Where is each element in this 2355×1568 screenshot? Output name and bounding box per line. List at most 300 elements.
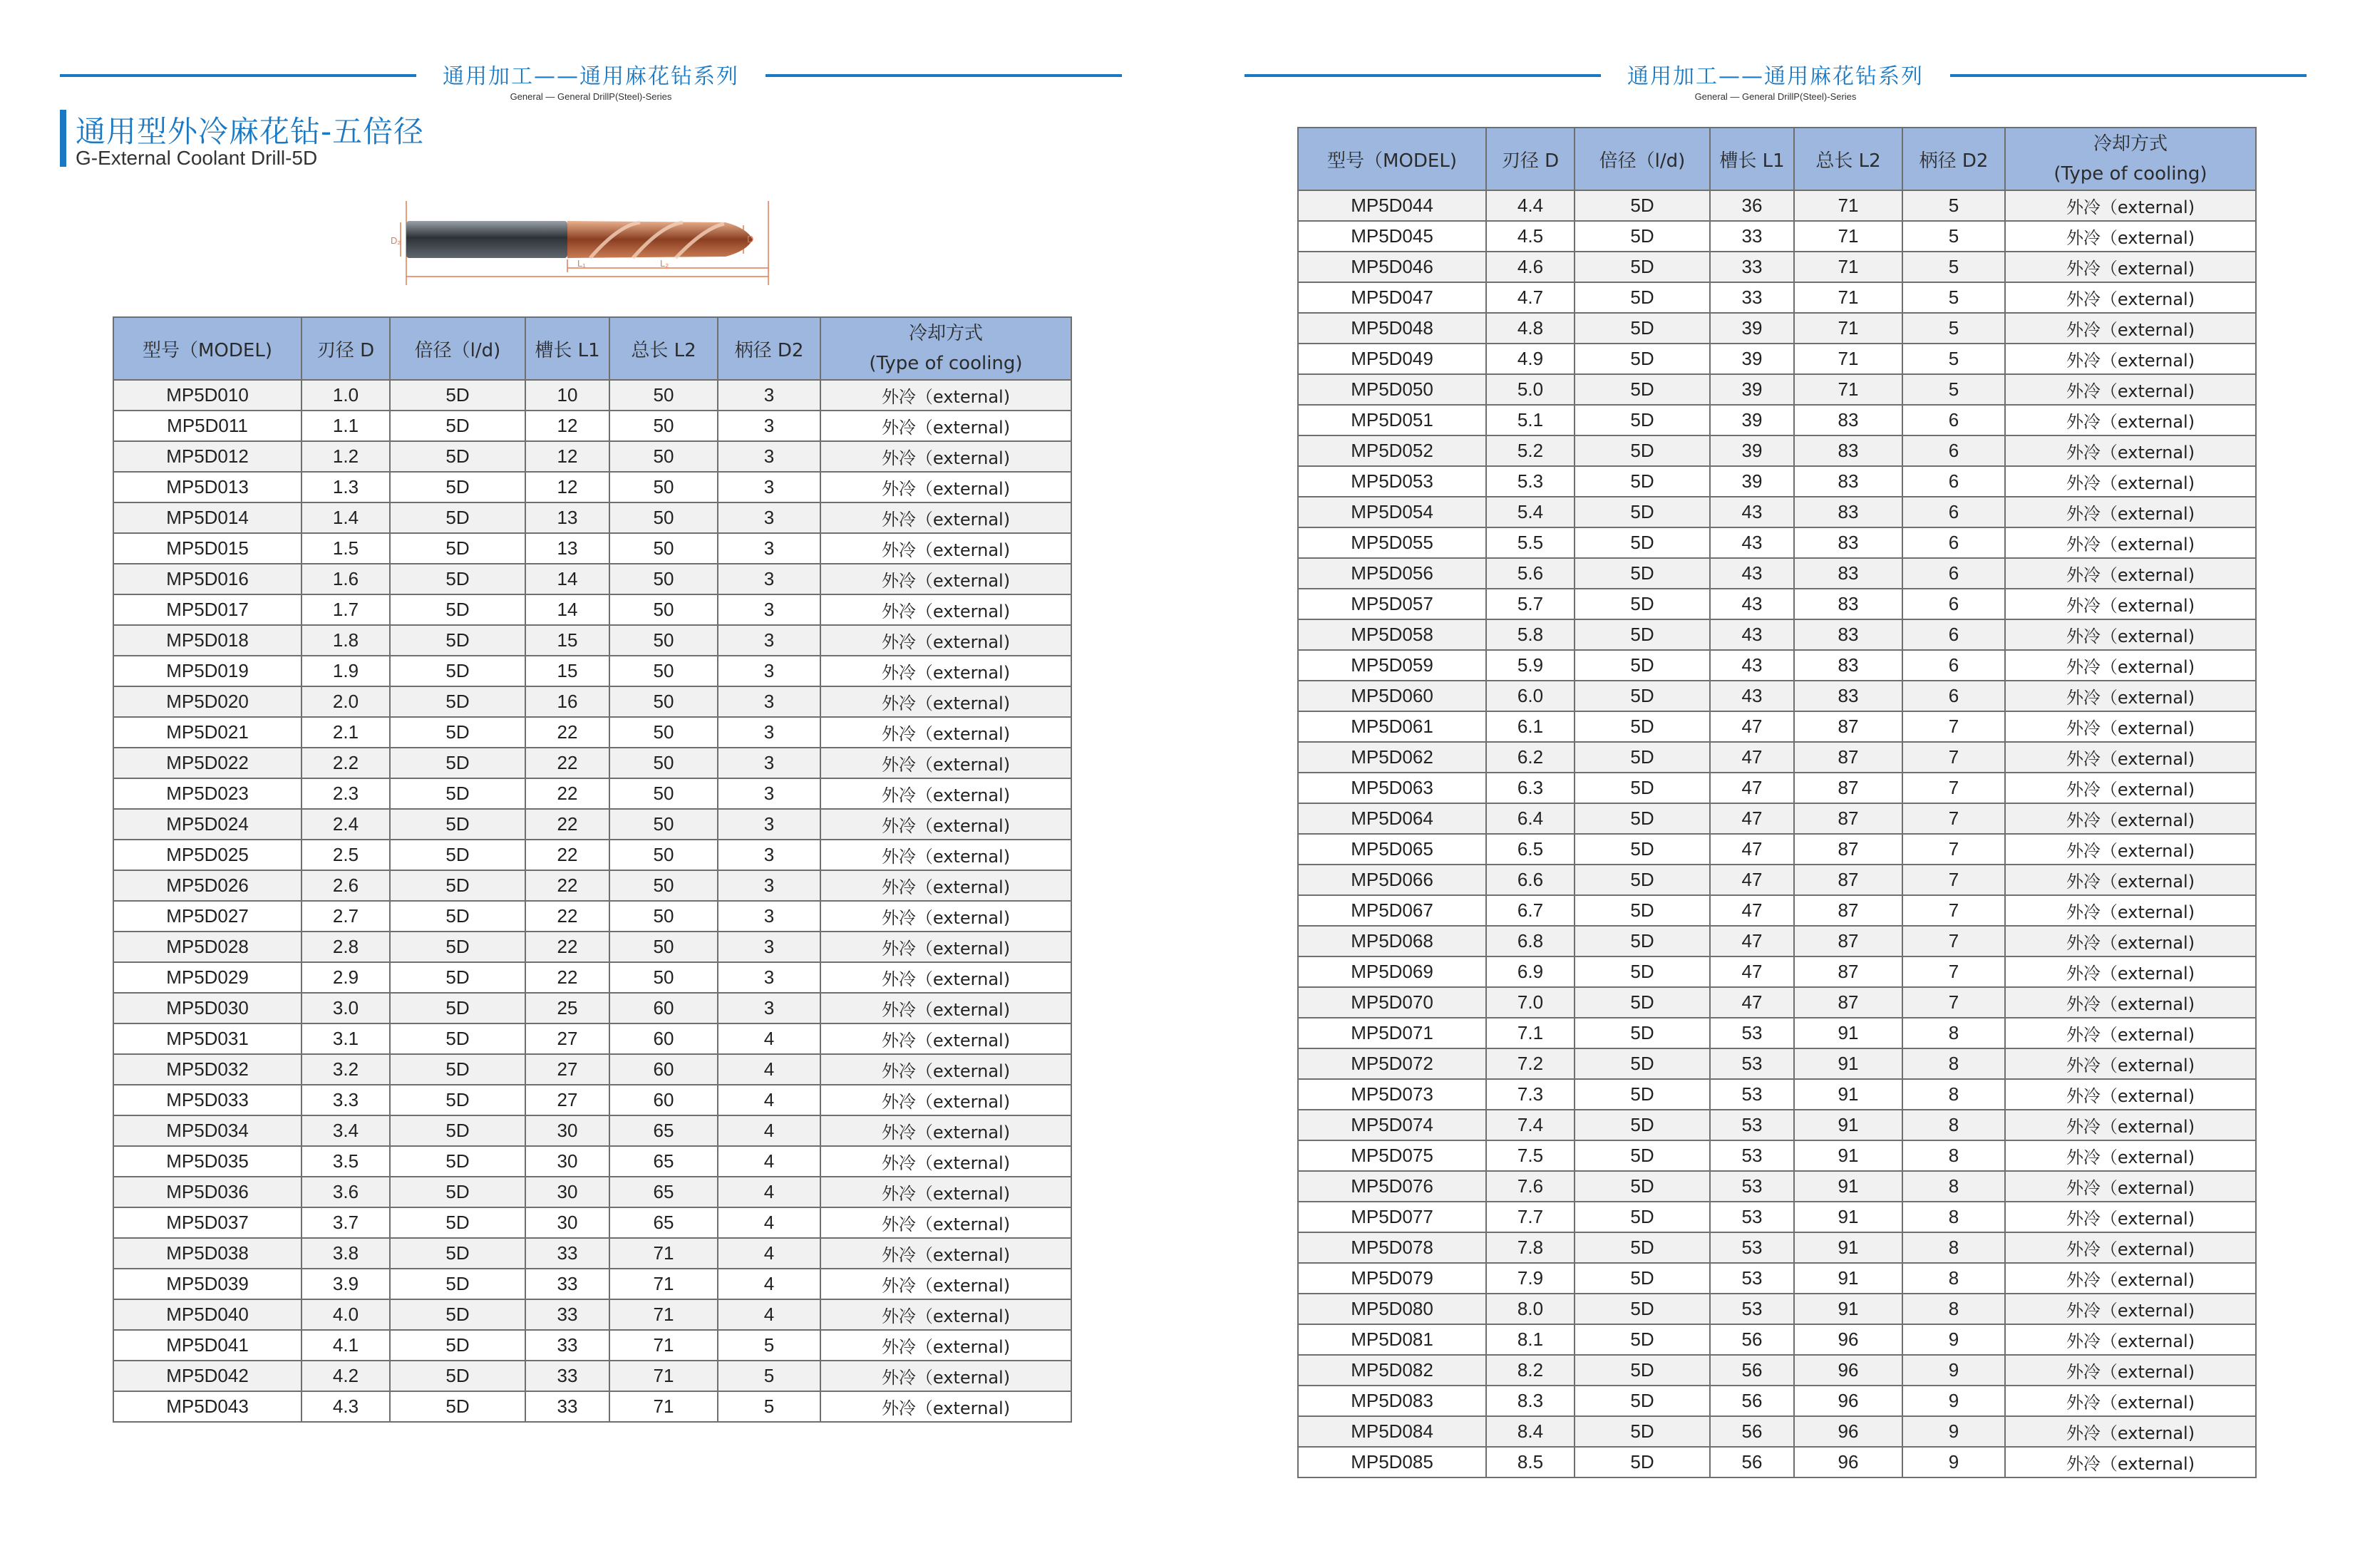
- table-row: [113, 380, 1071, 411]
- table-row: [113, 870, 1071, 901]
- table-row: [1298, 865, 2256, 895]
- col-header-d: 刃径 D: [1486, 128, 1575, 190]
- table-row: [1298, 681, 2256, 711]
- cell-model: MP5D011: [113, 411, 302, 441]
- cell-d2: 5: [1902, 252, 2005, 282]
- table-row: [113, 533, 1071, 564]
- table-row: [1298, 1324, 2256, 1355]
- cell-l2: 50: [609, 840, 718, 870]
- cell-l1: 27: [525, 1023, 609, 1054]
- cell-model: MP5D077: [1298, 1202, 1486, 1232]
- cell-l2: 87: [1794, 834, 1902, 865]
- table-row: [1298, 619, 2256, 650]
- cell-d: 5.4: [1486, 497, 1575, 527]
- cell-l2: 71: [609, 1391, 718, 1422]
- cell-l1: 39: [1710, 435, 1794, 466]
- cell-cooling: 外冷（external): [2005, 1018, 2256, 1048]
- cell-d2: 7: [1902, 803, 2005, 834]
- cell-d2: 9: [1902, 1355, 2005, 1386]
- cell-cooling: 外冷（external): [820, 1023, 1071, 1054]
- cell-ld: 5D: [390, 1085, 525, 1115]
- header-title-en: General — General DrillP(Steel)-Series: [510, 91, 672, 102]
- cell-cooling: 外冷（external): [2005, 405, 2256, 435]
- cell-d2: 4: [718, 1207, 820, 1238]
- col-header-l2: 总长 L2: [609, 317, 718, 380]
- cell-ld: 5D: [1575, 1140, 1710, 1171]
- svg-text:D: D: [747, 234, 754, 244]
- cell-d2: 6: [1902, 527, 2005, 558]
- cell-model: MP5D027: [113, 901, 302, 932]
- cell-l2: 71: [1794, 282, 1902, 313]
- cell-ld: 5D: [390, 1177, 525, 1207]
- cell-d2: 8: [1902, 1232, 2005, 1263]
- drill-illustration: [391, 197, 775, 289]
- table-row: [1298, 1140, 2256, 1171]
- cell-d: 1.6: [302, 564, 390, 594]
- table-row: [113, 962, 1071, 993]
- cell-l2: 91: [1794, 1110, 1902, 1140]
- table-row: [113, 411, 1071, 441]
- cell-l1: 53: [1710, 1202, 1794, 1232]
- cell-d: 3.8: [302, 1238, 390, 1269]
- cell-ld: 5D: [1575, 619, 1710, 650]
- cell-ld: 5D: [390, 656, 525, 686]
- cell-l1: 53: [1710, 1110, 1794, 1140]
- cell-cooling: 外冷（external): [820, 411, 1071, 441]
- table-row: [113, 1146, 1071, 1177]
- cell-d: 2.5: [302, 840, 390, 870]
- cell-l1: 43: [1710, 619, 1794, 650]
- cell-l2: 91: [1794, 1263, 1902, 1294]
- cell-l2: 96: [1794, 1324, 1902, 1355]
- cell-l2: 87: [1794, 926, 1902, 956]
- cell-l1: 27: [525, 1054, 609, 1085]
- cell-d: 4.4: [1486, 190, 1575, 221]
- cell-cooling: 外冷（external): [2005, 834, 2256, 865]
- cell-l2: 87: [1794, 895, 1902, 926]
- cell-l1: 47: [1710, 865, 1794, 895]
- cell-l1: 39: [1710, 466, 1794, 497]
- svg-text:D₂: D₂: [391, 235, 401, 246]
- cell-ld: 5D: [1575, 987, 1710, 1018]
- cell-d: 6.1: [1486, 711, 1575, 742]
- cell-d2: 5: [1902, 313, 2005, 344]
- cell-l1: 47: [1710, 926, 1794, 956]
- table-row: [113, 1177, 1071, 1207]
- cell-l2: 83: [1794, 681, 1902, 711]
- cell-cooling: 外冷（external): [2005, 1202, 2256, 1232]
- cell-ld: 5D: [390, 594, 525, 625]
- table-row: [1298, 466, 2256, 497]
- cell-ld: 5D: [1575, 834, 1710, 865]
- cell-model: MP5D081: [1298, 1324, 1486, 1355]
- table-row: [113, 901, 1071, 932]
- cell-d2: 5: [718, 1391, 820, 1422]
- cell-l2: 91: [1794, 1048, 1902, 1079]
- cell-d: 7.8: [1486, 1232, 1575, 1263]
- cell-l1: 47: [1710, 742, 1794, 773]
- table-row: [1298, 374, 2256, 405]
- table-row: [1298, 589, 2256, 619]
- cell-l1: 39: [1710, 405, 1794, 435]
- cell-d: 6.7: [1486, 895, 1575, 926]
- col-header-cooling-zh: 冷却方式: [908, 323, 983, 344]
- cell-model: MP5D041: [113, 1330, 302, 1361]
- cell-l1: 56: [1710, 1447, 1794, 1477]
- cell-l2: 65: [609, 1115, 718, 1146]
- svg-text:L₁: L₁: [577, 258, 586, 269]
- cell-l1: 53: [1710, 1171, 1794, 1202]
- cell-cooling: 外冷（external): [2005, 1079, 2256, 1110]
- cell-l2: 71: [1794, 190, 1902, 221]
- table-row: [1298, 405, 2256, 435]
- table-row: [1298, 435, 2256, 466]
- cell-cooling: 外冷（external): [2005, 742, 2256, 773]
- cell-d: 6.5: [1486, 834, 1575, 865]
- table-row: [1298, 773, 2256, 803]
- cell-model: MP5D079: [1298, 1263, 1486, 1294]
- cell-l2: 83: [1794, 589, 1902, 619]
- cell-d2: 3: [718, 840, 820, 870]
- cell-ld: 5D: [390, 564, 525, 594]
- table-row: [1298, 1079, 2256, 1110]
- svg-text:L₂: L₂: [660, 258, 669, 269]
- cell-l1: 13: [525, 502, 609, 533]
- cell-cooling: 外冷（external): [820, 472, 1071, 502]
- cell-cooling: 外冷（external): [820, 993, 1071, 1023]
- cell-l1: 22: [525, 840, 609, 870]
- cell-d: 7.9: [1486, 1263, 1575, 1294]
- cell-ld: 5D: [1575, 865, 1710, 895]
- cell-cooling: 外冷（external): [820, 1115, 1071, 1146]
- cell-ld: 5D: [390, 809, 525, 840]
- table-row: [1298, 1416, 2256, 1447]
- cell-ld: 5D: [1575, 435, 1710, 466]
- cell-d2: 5: [718, 1361, 820, 1391]
- header-title-en: General — General DrillP(Steel)-Series: [1694, 91, 1857, 102]
- cell-model: MP5D064: [1298, 803, 1486, 834]
- table-row: [1298, 558, 2256, 589]
- cell-d2: 4: [718, 1054, 820, 1085]
- cell-d: 4.9: [1486, 344, 1575, 374]
- cell-l2: 91: [1794, 1232, 1902, 1263]
- cell-l1: 36: [1710, 190, 1794, 221]
- cell-l1: 33: [525, 1330, 609, 1361]
- table-row: [1298, 1110, 2256, 1140]
- cell-ld: 5D: [390, 748, 525, 778]
- cell-l1: 22: [525, 809, 609, 840]
- cell-model: MP5D070: [1298, 987, 1486, 1018]
- cell-l2: 96: [1794, 1355, 1902, 1386]
- table-row: [1298, 1202, 2256, 1232]
- cell-d2: 6: [1902, 558, 2005, 589]
- cell-cooling: 外冷（external): [2005, 374, 2256, 405]
- drill-shank: [406, 221, 567, 258]
- table-row: [113, 809, 1071, 840]
- col-header-ld: 倍径（l/d): [390, 317, 525, 380]
- cell-ld: 5D: [1575, 650, 1710, 681]
- cell-d: 4.2: [302, 1361, 390, 1391]
- cell-d2: 4: [718, 1146, 820, 1177]
- cell-d: 3.9: [302, 1269, 390, 1299]
- cell-cooling: 外冷（external): [2005, 1048, 2256, 1079]
- cell-d: 3.5: [302, 1146, 390, 1177]
- cell-l1: 22: [525, 932, 609, 962]
- cell-d2: 3: [718, 809, 820, 840]
- cell-model: MP5D029: [113, 962, 302, 993]
- cell-model: MP5D066: [1298, 865, 1486, 895]
- cell-d: 4.7: [1486, 282, 1575, 313]
- table-row: [1298, 742, 2256, 773]
- cell-cooling: 外冷（external): [2005, 1110, 2256, 1140]
- table-row: [113, 748, 1071, 778]
- cell-ld: 5D: [1575, 344, 1710, 374]
- table-row: [113, 472, 1071, 502]
- cell-l2: 65: [609, 1146, 718, 1177]
- cell-l2: 50: [609, 962, 718, 993]
- cell-d: 3.3: [302, 1085, 390, 1115]
- cell-l1: 43: [1710, 558, 1794, 589]
- col-header-model: 型号（MODEL): [1298, 128, 1486, 190]
- table-row: [1298, 190, 2256, 221]
- cell-d2: 6: [1902, 497, 2005, 527]
- cell-model: MP5D024: [113, 809, 302, 840]
- cell-d2: 8: [1902, 1018, 2005, 1048]
- table-row: [1298, 344, 2256, 374]
- cell-d2: 9: [1902, 1324, 2005, 1355]
- cell-l1: 39: [1710, 313, 1794, 344]
- cell-ld: 5D: [390, 962, 525, 993]
- cell-d2: 8: [1902, 1140, 2005, 1171]
- cell-d2: 8: [1902, 1202, 2005, 1232]
- col-header-l1: 槽长 L1: [1710, 128, 1794, 190]
- cell-model: MP5D010: [113, 380, 302, 411]
- cell-l2: 83: [1794, 619, 1902, 650]
- cell-d2: 3: [718, 932, 820, 962]
- cell-cooling: 外冷（external): [2005, 865, 2256, 895]
- cell-cooling: 外冷（external): [2005, 1140, 2256, 1171]
- cell-l1: 53: [1710, 1232, 1794, 1263]
- cell-cooling: 外冷（external): [2005, 497, 2256, 527]
- cell-l2: 96: [1794, 1447, 1902, 1477]
- table-row: [113, 1023, 1071, 1054]
- cell-ld: 5D: [390, 686, 525, 717]
- cell-cooling: 外冷（external): [2005, 711, 2256, 742]
- cell-d2: 4: [718, 1023, 820, 1054]
- cell-ld: 5D: [1575, 1386, 1710, 1416]
- cell-l1: 33: [1710, 252, 1794, 282]
- cell-model: MP5D061: [1298, 711, 1486, 742]
- cell-l1: 56: [1710, 1355, 1794, 1386]
- cell-l1: 43: [1710, 527, 1794, 558]
- cell-d2: 3: [718, 748, 820, 778]
- cell-d: 2.8: [302, 932, 390, 962]
- cell-l2: 87: [1794, 742, 1902, 773]
- table-row: [113, 717, 1071, 748]
- cell-d2: 4: [718, 1115, 820, 1146]
- cell-ld: 5D: [390, 1269, 525, 1299]
- cell-ld: 5D: [390, 870, 525, 901]
- cell-cooling: 外冷（external): [820, 717, 1071, 748]
- cell-cooling: 外冷（external): [2005, 681, 2256, 711]
- cell-cooling: 外冷（external): [2005, 221, 2256, 252]
- cell-cooling: 外冷（external): [820, 809, 1071, 840]
- table-row: [1298, 282, 2256, 313]
- cell-model: MP5D035: [113, 1146, 302, 1177]
- product-title-zh: 通用型外冷麻花钻-五倍径: [76, 114, 425, 149]
- table-row: [113, 993, 1071, 1023]
- cell-d: 8.0: [1486, 1294, 1575, 1324]
- cell-cooling: 外冷（external): [2005, 803, 2256, 834]
- cell-ld: 5D: [1575, 1018, 1710, 1048]
- cell-d2: 8: [1902, 1110, 2005, 1140]
- cell-cooling: 外冷（external): [820, 1361, 1071, 1391]
- cell-d: 7.4: [1486, 1110, 1575, 1140]
- cell-ld: 5D: [1575, 742, 1710, 773]
- cell-d: 2.0: [302, 686, 390, 717]
- cell-l1: 33: [1710, 282, 1794, 313]
- cell-cooling: 外冷（external): [820, 1054, 1071, 1085]
- table-row: [1298, 956, 2256, 987]
- col-header-d: 刃径 D: [302, 317, 390, 380]
- cell-cooling: 外冷（external): [820, 1146, 1071, 1177]
- cell-cooling: 外冷（external): [820, 840, 1071, 870]
- cell-model: MP5D050: [1298, 374, 1486, 405]
- header-title-zh: 通用加工——通用麻花钻系列: [443, 64, 739, 89]
- cell-ld: 5D: [1575, 773, 1710, 803]
- cell-l2: 60: [609, 1023, 718, 1054]
- cell-d: 1.3: [302, 472, 390, 502]
- cell-d2: 3: [718, 962, 820, 993]
- cell-model: MP5D036: [113, 1177, 302, 1207]
- table-header-row: [113, 317, 1071, 380]
- cell-cooling: 外冷（external): [2005, 435, 2256, 466]
- cell-l1: 43: [1710, 589, 1794, 619]
- cell-d2: 8: [1902, 1263, 2005, 1294]
- cell-ld: 5D: [1575, 313, 1710, 344]
- cell-model: MP5D060: [1298, 681, 1486, 711]
- cell-cooling: 外冷（external): [2005, 1447, 2256, 1477]
- cell-d2: 3: [718, 472, 820, 502]
- cell-model: MP5D018: [113, 625, 302, 656]
- cell-d2: 5: [1902, 374, 2005, 405]
- cell-d2: 8: [1902, 1048, 2005, 1079]
- cell-d: 6.4: [1486, 803, 1575, 834]
- cell-l1: 47: [1710, 803, 1794, 834]
- table-row: [1298, 834, 2256, 865]
- cell-d: 7.2: [1486, 1048, 1575, 1079]
- cell-cooling: 外冷（external): [2005, 650, 2256, 681]
- cell-cooling: 外冷（external): [820, 901, 1071, 932]
- cell-l1: 39: [1710, 374, 1794, 405]
- cell-cooling: 外冷（external): [820, 1299, 1071, 1330]
- cell-ld: 5D: [1575, 558, 1710, 589]
- cell-l2: 91: [1794, 1202, 1902, 1232]
- cell-cooling: 外冷（external): [2005, 589, 2256, 619]
- cell-cooling: 外冷（external): [2005, 773, 2256, 803]
- table-row: [1298, 252, 2256, 282]
- cell-cooling: 外冷（external): [2005, 190, 2256, 221]
- cell-ld: 5D: [390, 441, 525, 472]
- cell-cooling: 外冷（external): [2005, 1324, 2256, 1355]
- cell-l1: 12: [525, 441, 609, 472]
- cell-model: MP5D047: [1298, 282, 1486, 313]
- cell-l1: 33: [525, 1299, 609, 1330]
- cell-cooling: 外冷（external): [820, 870, 1071, 901]
- cell-d2: 8: [1902, 1294, 2005, 1324]
- cell-model: MP5D053: [1298, 466, 1486, 497]
- cell-l1: 22: [525, 870, 609, 901]
- cell-d: 5.9: [1486, 650, 1575, 681]
- table-row: [1298, 1171, 2256, 1202]
- cell-model: MP5D074: [1298, 1110, 1486, 1140]
- col-header-d2: 柄径 D2: [718, 317, 820, 380]
- cell-d: 2.6: [302, 870, 390, 901]
- cell-ld: 5D: [390, 1207, 525, 1238]
- cell-d2: 6: [1902, 435, 2005, 466]
- cell-d: 2.9: [302, 962, 390, 993]
- cell-ld: 5D: [390, 717, 525, 748]
- cell-l2: 50: [609, 778, 718, 809]
- cell-d: 4.8: [1486, 313, 1575, 344]
- cell-cooling: 外冷（external): [820, 1177, 1071, 1207]
- cell-ld: 5D: [1575, 405, 1710, 435]
- cell-l1: 39: [1710, 344, 1794, 374]
- cell-model: MP5D057: [1298, 589, 1486, 619]
- cell-d2: 4: [718, 1269, 820, 1299]
- cell-ld: 5D: [390, 993, 525, 1023]
- cell-d2: 7: [1902, 987, 2005, 1018]
- table-row: [1298, 1386, 2256, 1416]
- cell-d: 7.0: [1486, 987, 1575, 1018]
- cell-model: MP5D016: [113, 564, 302, 594]
- cell-l2: 50: [609, 809, 718, 840]
- table-row: [113, 1207, 1071, 1238]
- cell-model: MP5D030: [113, 993, 302, 1023]
- cell-d: 8.5: [1486, 1447, 1575, 1477]
- cell-d2: 3: [718, 594, 820, 625]
- table-row: [113, 1269, 1071, 1299]
- col-header-model: 型号（MODEL): [113, 317, 302, 380]
- cell-l2: 91: [1794, 1018, 1902, 1048]
- cell-model: MP5D032: [113, 1054, 302, 1085]
- cell-l1: 33: [1710, 221, 1794, 252]
- cell-model: MP5D042: [113, 1361, 302, 1391]
- cell-model: MP5D046: [1298, 252, 1486, 282]
- cell-model: MP5D044: [1298, 190, 1486, 221]
- table-row: [113, 441, 1071, 472]
- cell-l1: 22: [525, 717, 609, 748]
- cell-cooling: 外冷（external): [2005, 1355, 2256, 1386]
- cell-l1: 47: [1710, 773, 1794, 803]
- cell-d: 2.1: [302, 717, 390, 748]
- table-row: [1298, 1018, 2256, 1048]
- cell-model: MP5D052: [1298, 435, 1486, 466]
- cell-cooling: 外冷（external): [2005, 956, 2256, 987]
- cell-l1: 30: [525, 1115, 609, 1146]
- cell-l2: 50: [609, 870, 718, 901]
- cell-l2: 83: [1794, 650, 1902, 681]
- cell-model: MP5D040: [113, 1299, 302, 1330]
- table-row: [113, 1115, 1071, 1146]
- cell-model: MP5D080: [1298, 1294, 1486, 1324]
- cell-l1: 25: [525, 993, 609, 1023]
- cell-model: MP5D033: [113, 1085, 302, 1115]
- cell-model: MP5D022: [113, 748, 302, 778]
- cell-cooling: 外冷（external): [820, 932, 1071, 962]
- cell-d: 7.3: [1486, 1079, 1575, 1110]
- table-row: [1298, 803, 2256, 834]
